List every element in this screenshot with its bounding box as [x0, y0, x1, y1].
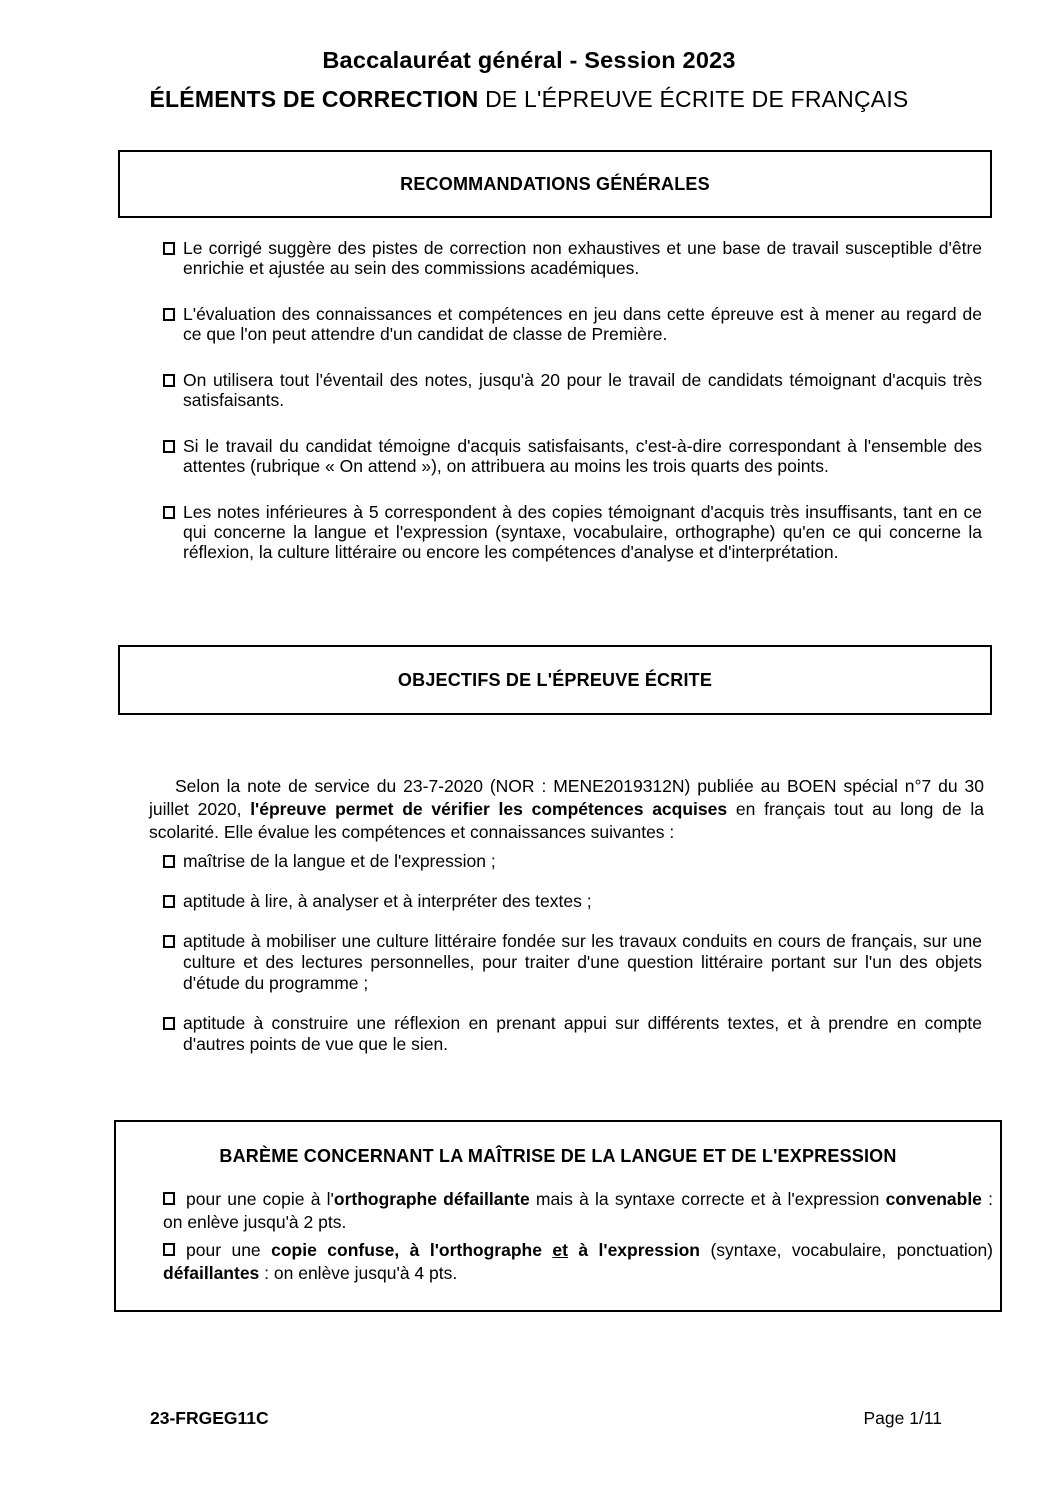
text-run: copie confuse, à l'orthographe [271, 1240, 553, 1260]
text-run: à l'expression [567, 1240, 700, 1260]
list-item [163, 891, 982, 912]
text-run: orthographe défaillante [333, 1189, 530, 1209]
text-run: aptitude à construire une réflexion en prenant appui sur différents textes, et à prendre en compte d'autres points de vue que le sien. [183, 1013, 982, 1054]
list-item [163, 1239, 993, 1285]
text-run: et [552, 1240, 568, 1260]
list-item [163, 851, 982, 872]
section-box-objectifs [118, 645, 992, 715]
text-run: : on enlève jusqu'à 4 pts. [259, 1263, 458, 1283]
checkbox-bullet-icon [163, 308, 175, 321]
list-item [163, 1188, 993, 1234]
text-run: L'évaluation des connaissances et compétences en jeu dans cette épreuve est à mener au regard de ce que l'on peut attendre d'un candidat de classe de Première. [183, 304, 982, 344]
text-run: DE L'ÉPREUVE ÉCRITE DE FRANÇAIS [478, 86, 909, 112]
list-item [163, 502, 982, 562]
document-code: 23-FRGEG11C [150, 1408, 269, 1428]
text-run: maîtrise de la langue et de l'expression ; [183, 851, 496, 871]
text-run: défaillantes [163, 1263, 260, 1283]
text-run: pour une [186, 1240, 272, 1260]
checkbox-bullet-icon [163, 440, 175, 453]
section-heading-objectifs: OBJECTIFS DE L'ÉPREUVE ÉCRITE [397, 669, 713, 690]
section-heading-bareme: BARÈME CONCERNANT LA MAÎTRISE DE LA LANGUE ET DE L'EXPRESSION [219, 1146, 897, 1166]
section-box-recommandations [118, 150, 992, 218]
section-heading-recommandations: RECOMMANDATIONS GÉNÉRALES [400, 173, 710, 194]
doc-subtitle [0, 86, 1058, 113]
doc-title: Baccalauréat général - Session 2023 [322, 47, 736, 73]
text-run: en français tout au long de la scolarité. Elle évalue les compétences et connaissances suivantes : [149, 798, 984, 842]
text-run: : on enlève jusqu'à 2 pts. [163, 1189, 993, 1232]
checkbox-bullet-icon [163, 242, 175, 255]
list-item [163, 238, 982, 278]
list-item [163, 304, 982, 344]
page-number: Page 1/11 [863, 1408, 942, 1428]
recommandations-list [163, 238, 982, 588]
checkbox-bullet-icon [163, 374, 175, 387]
objectifs-intro-paragraph [149, 775, 984, 844]
text-run: Le corrigé suggère des pistes de correction non exhaustives et une base de travail susceptible d'être enrichie et ajustée au sein des commissions académiques. [183, 238, 982, 278]
list-item [163, 370, 982, 410]
text-run: mais à la syntaxe correcte et à l'expression [529, 1189, 886, 1209]
checkbox-bullet-icon [163, 855, 175, 868]
text-run: pour une copie à l' [186, 1189, 334, 1209]
section-box-bareme [114, 1120, 1002, 1312]
text-run: aptitude à mobiliser une culture littéraire fondée sur les travaux conduits en cours de français, sur une culture et des lectures personnelles, pour traiter d'une question littéraire portant sur l'un des objets d'étude du programme ; [183, 931, 982, 993]
text-run: Les notes inférieures à 5 correspondent à des copies témoignant d'acquis très insuffisants, tant en ce qui concerne la langue et l'expression (syntaxe, vocabulaire, orthographe) qu'en ce qui concerne la réflexion, la culture littéraire ou encore les compétences d'analyse et d'interprétation. [183, 502, 982, 562]
text-run: (syntaxe, vocabulaire, ponctuation) [700, 1240, 994, 1260]
checkbox-bullet-icon [163, 1192, 175, 1205]
text-run: aptitude à lire, à analyser et à interpréter des textes ; [183, 891, 592, 911]
text-run: Selon la note de service du 23-7-2020 (NOR : MENE2019312N) publiée au BOEN spécial n°7 du 30 juillet 2020, [149, 775, 984, 819]
text-run: ÉLÉMENTS DE CORRECTION [149, 86, 479, 112]
list-item [163, 931, 982, 994]
bareme-list [163, 1188, 993, 1285]
checkbox-bullet-icon [163, 895, 175, 908]
checkbox-bullet-icon [163, 1017, 175, 1030]
checkbox-bullet-icon [163, 935, 175, 948]
checkbox-bullet-icon [163, 506, 175, 519]
text-run: On utilisera tout l'éventail des notes, jusqu'à 20 pour le travail de candidats témoignant d'acquis très satisfaisants. [183, 370, 982, 410]
checkbox-bullet-icon [163, 1243, 175, 1256]
list-item [163, 436, 982, 476]
list-item [163, 1013, 982, 1055]
text-run: convenable [885, 1189, 982, 1209]
text-run: Si le travail du candidat témoigne d'acquis satisfaisants, c'est-à-dire correspondant à l'ensemble des attentes (rubrique « On attend »), on attribuera au moins les trois quarts des points. [183, 436, 982, 476]
objectifs-list [163, 851, 982, 1074]
text-run: l'épreuve permet de vérifier les compétences acquises [250, 798, 728, 819]
